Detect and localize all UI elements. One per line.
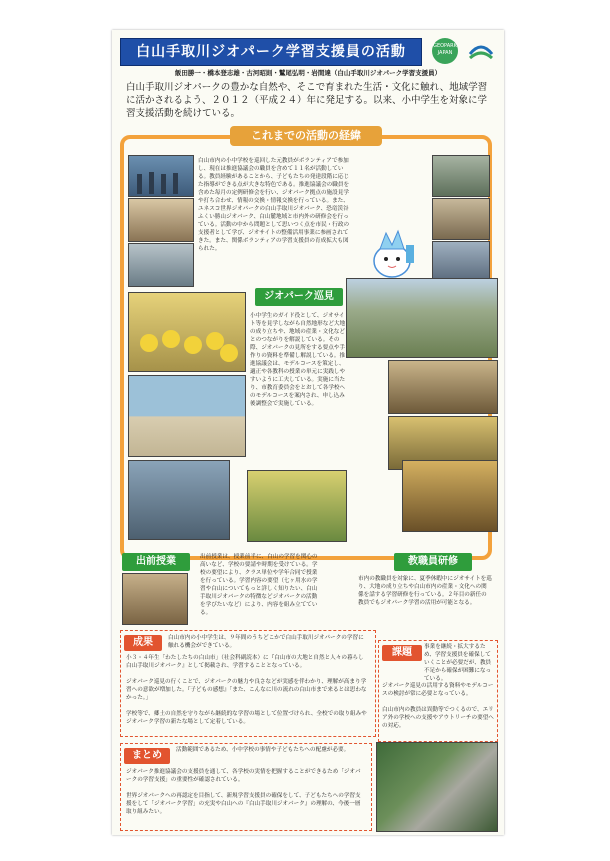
- summary-item-2: ジオパーク推進協議会の支援員を通して、各学校の実情を把握することができるため「ジオパークの学習支援」の重要性が確認されている。: [126, 769, 361, 783]
- visiting-class-label: 出前授業: [122, 553, 190, 571]
- geopark-tour-label: ジオパーク巡見: [255, 288, 343, 306]
- results-item-4: 学校等で、郷土の自然を守りながら継続的な学習の場として位置づけられ、全校での取り組みやジオパーク学習の新たな場として定着している。: [126, 711, 367, 725]
- summary-nature-photo: [376, 742, 498, 832]
- visit-photo-3: [402, 460, 498, 532]
- summary-item-1: 活動範囲であるため、小中学校の事情や子どもたちへの配慮が必要。: [176, 747, 350, 753]
- geopark-japan-logo: [432, 38, 458, 64]
- page-title: 白山手取川ジオパーク学習支援員の活動: [136, 44, 406, 60]
- poster: [112, 30, 504, 835]
- history-photo-5: [432, 198, 490, 240]
- issues-item-2: ジオパーク巡見の活用する資料やモデルコースの検討が常に必要となっている。: [382, 683, 494, 697]
- intro-paragraph: 白山手取川ジオパークの豊かな自然や、そこで育まれた生活・文化に触れ、地域学習に活かされるよう、２０１２（平成２４）年に発足する。以来、小中学生を対象に学習支援活動を続けている。: [126, 82, 488, 119]
- history-heading: これまでの活動の経緯: [230, 126, 382, 146]
- geopark-tour-text: 小中学生のガイド役として、ジオサイト等を見学しながら自然地形など大地の成り立ちや、地域の産業・文化などとのつながりを解説している。その際、ジオパークの見所をする要点や手作りの資料を準備し解説している。推進協議会は、モデルコースを策定し、適正や各教科の授業の単元に実践しやすいように工夫している。実施に当たり、市教育委員会をとおして各学校へのモデルコースを案内され、申し込み後調整会で実施している。: [250, 313, 346, 407]
- hakusan-tedorigawa-logo: [466, 38, 496, 64]
- results-item-2: 小３・４年生「わたしたちの白山市」（社会科副読本）に『白山市の大地と自然と人々の暮らし白山手取川ジオパーク』として掲載され、学習することとなっている。: [126, 655, 364, 669]
- history-photo-3: [128, 243, 194, 287]
- authors-line: 飯田勝一・橋本登志雄・古河昭則・鷲尾弘明・岩間達（白山手取川ジオパーク学習支援員）: [174, 69, 442, 77]
- tour-landscape-photo: [346, 278, 498, 358]
- history-text: 白山市内の小中学校を巡回した元教員がボランティアで参加し、現在は推進協議会の職員を含めて１１名が活動している。教員経験があることから、子どもたちの発達段階に応じた指導ができる点が大きな特色である。推進協議会の職員を含めた毎月の定例研修会を行い、ジオパーク拠点の施設見学や打ち合わせ、情報の交換・情報交換を行っている。また、ユネスコ世界ジオパークの白山手取川ジオパーク、恐竜渓谷ふくい勝山ジオパーク、白山麓地域と市内外の研修会を行っている。活動の中から問題として思いつく点を市民・行政の支援者として学び、ジオサイトの整備活用事業に参画されてきた。また、関係ボランティアの学習支援員の育成拡大も図られた。: [198, 158, 350, 252]
- tour-photo-1: [128, 292, 246, 372]
- results-label: 成果: [124, 635, 162, 651]
- geopark-japan-logo-text: GEOPARK JAPAN: [433, 43, 457, 56]
- teacher-training-label: 教職員研修: [394, 553, 472, 571]
- title-banner: [120, 38, 422, 66]
- mascot-character-icon: [362, 225, 422, 285]
- visit-photo-2: [247, 470, 347, 542]
- people-figures-icon: [129, 156, 193, 196]
- issues-item-1: 事業を継続・拡大するため、学習支援員を確保していくことが必要だが、教員不足から確保が困難になっている。: [424, 644, 492, 682]
- issues-label: 課題: [382, 645, 422, 661]
- tour-photo-2: [128, 375, 246, 457]
- tour-photo-3: [388, 360, 498, 414]
- summary-label: まとめ: [124, 748, 170, 764]
- history-photo-4: [432, 155, 490, 197]
- children-yellow-hats-icon: [129, 293, 245, 371]
- visiting-class-text: 出前授業は、授業前半に、白山の学習を関心の高いなど、学校の要請や時期を受けている。学校の要望により、クラス単位や学年合同で授業を行っている。学習内容の要望（七ヶ用水の学習や白山についてもっと詳しく知りたい、白山手取川ジオパークの特徴などジオパークの活動を学びたいなど）により、内容を組み立てている。: [200, 554, 318, 616]
- history-photo-2: [128, 198, 194, 242]
- results-item-1: 白山市内の小中学生は、９年間のうちどこかで白山手取川ジオパークの学習に触れる機会ができている。: [168, 635, 364, 649]
- results-item-3: ジオパーク巡見の行くことで、ジオパークの魅力や良さなどが実感を伴わかり、理解が高まり学習への意欲が増加した。『子どもの感想』「また、こんなに川の流れの白山市まで来るとは思わなかった。」: [126, 679, 367, 701]
- summary-item-3: 世界ジオパークへの再認定を目指して、新規学習支援員の確保をして、子どもたちへの学習支援をして「ジオパーク学習」の充実や白山への『白山手取川ジオパーク』の理解の、今後一層取り組みたい。: [126, 793, 361, 815]
- visit-photo-1: [128, 460, 230, 540]
- teacher-training-text: 市内の教職員を対象に、夏季休暇中にジオサイトを巡り、大地の成り立ちや白山市内の産業・文化への関係を話する学習研修を行っている。２年目の新任の教員でもジオパーク学習の活用が可能となる。: [358, 576, 492, 606]
- issues-item-3: 白山市内の教員は異動等でつくるので、エリア外の学校への支援やアウトリーチの要望への対応。: [382, 707, 494, 729]
- history-photo-1: [128, 155, 194, 197]
- visiting-class-photo: [122, 573, 188, 625]
